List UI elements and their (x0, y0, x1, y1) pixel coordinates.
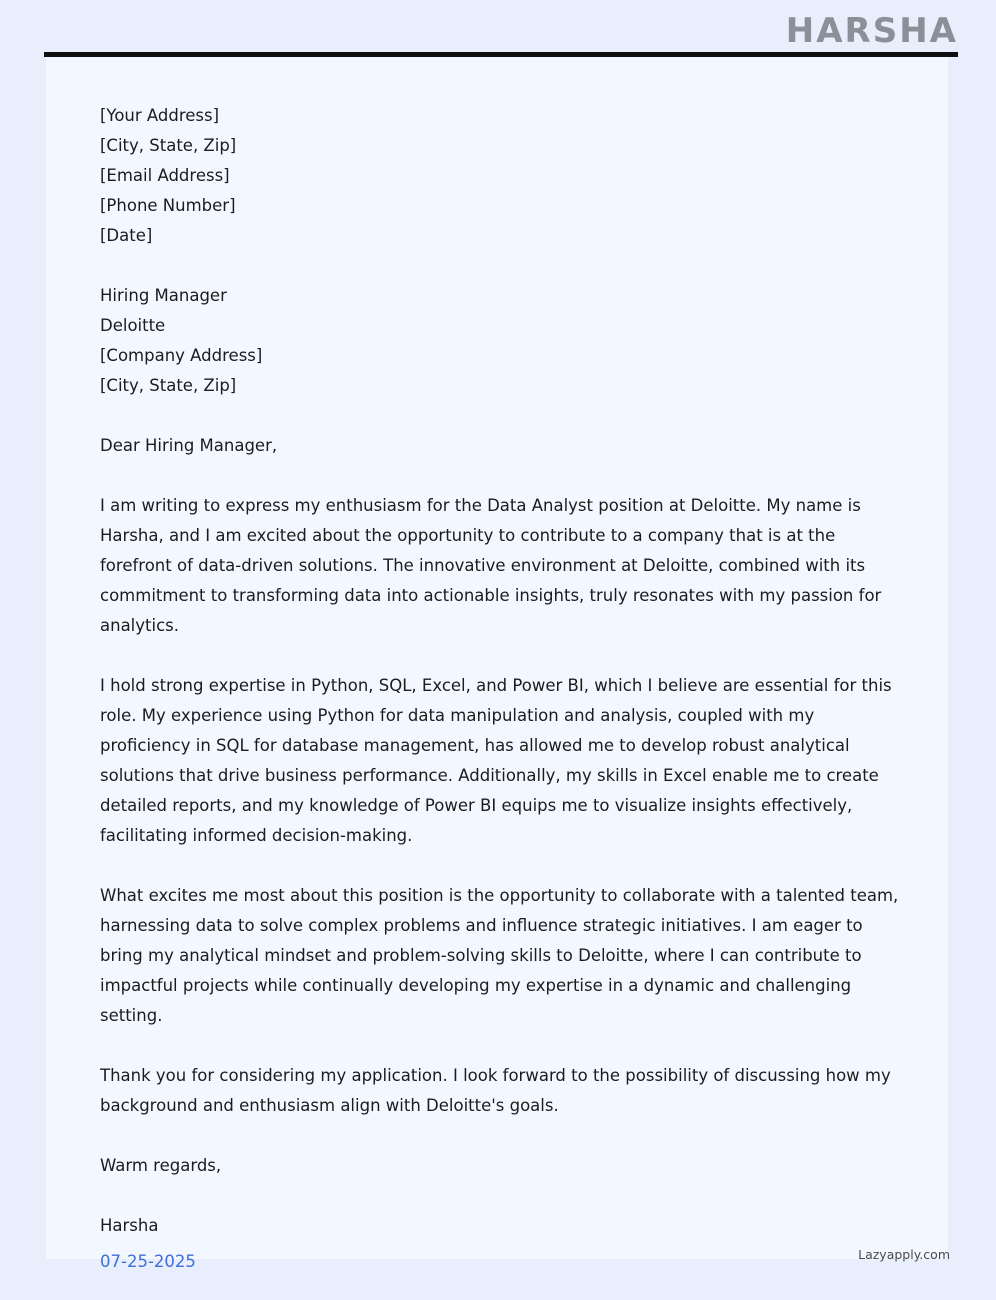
recipient-address-line: [City, State, Zip] (100, 376, 237, 395)
spacer (100, 401, 900, 431)
spacer (100, 1181, 900, 1211)
recipient-address-block (100, 281, 900, 401)
recipient-address-line: Hiring Manager (100, 286, 227, 305)
letter-sheet (46, 57, 948, 1259)
sender-address-line: [Phone Number] (100, 196, 236, 215)
recipient-address-line: Deloitte (100, 316, 166, 335)
signature-name: Harsha (100, 1216, 159, 1235)
sender-address-line: [Email Address] (100, 166, 230, 185)
letter-paragraph: I hold strong expertise in Python, SQL, Excel, and Power BI, which I believe are essential for this role. My experience using Python for data manipulation and analysis, coupled with my proficiency in SQL for database management, has allowed me to develop robust analytical solutions that drive business performance. Additionally, my skills in Excel enable me to create detailed reports, and my knowledge of Power BI equips me to visualize insights effectively, facilitating informed decision-making. (100, 676, 892, 845)
salutation: Dear Hiring Manager, (100, 436, 278, 455)
sender-address-line: [Your Address] (100, 106, 220, 125)
footer-brand: Lazyapply.com (858, 1247, 950, 1262)
page-title: HARSHA (785, 11, 958, 51)
letter-paragraph: What excites me most about this position is the opportunity to collaborate with a talented team, harnessing data to solve complex problems and influence strategic initiatives. I am eager to bring my analytical mindset and problem-solving skills to Deloitte, where I can contribute to impactful projects while continually developing my expertise in a dynamic and challenging setting. (100, 886, 899, 1025)
spacer (100, 251, 900, 281)
recipient-address-line: [Company Address] (100, 346, 263, 365)
letter-paragraph: I am writing to express my enthusiasm for the Data Analyst position at Deloitte. My name is Harsha, and I am excited about the opportunity to contribute to a company that is at the forefront of data-driven solutions. The innovative environment at Deloitte, combined with its commitment to transforming data into actionable insights, truly resonates with my passion for analytics. (100, 496, 882, 635)
sender-address-line: [Date] (100, 226, 153, 245)
letter-body (100, 101, 900, 1241)
signature-block (100, 1151, 900, 1241)
letter-paragraph: Thank you for considering my application. I look forward to the possibility of discussing how my background and enthusiasm align with Deloitte's goals. (100, 1066, 891, 1115)
sender-address-block (100, 101, 900, 251)
sender-address-line: [City, State, Zip] (100, 136, 237, 155)
footer-date: 07-25-2025 (100, 1252, 196, 1271)
closing-line: Warm regards, (100, 1156, 222, 1175)
